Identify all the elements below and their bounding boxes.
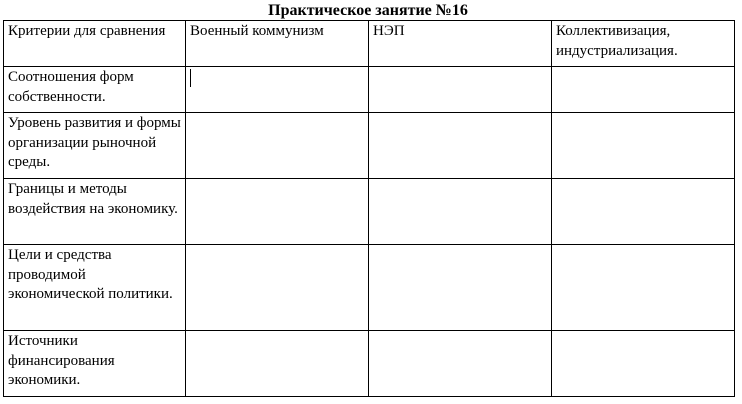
table-cell[interactable] [369, 67, 552, 113]
header-cell-criteria[interactable]: Критерии для сравнения [4, 21, 186, 67]
text-cursor [190, 69, 191, 87]
table-cell[interactable] [552, 67, 735, 113]
criteria-cell[interactable]: Границы и методы воздействия на экономику. [4, 179, 186, 245]
table-row [4, 67, 735, 113]
table-cell[interactable] [369, 245, 552, 331]
table-header-row [4, 21, 735, 67]
header-cell-nep[interactable]: НЭП [369, 21, 552, 67]
table-cell[interactable] [552, 179, 735, 245]
table-cell[interactable] [369, 113, 552, 179]
comparison-table [3, 20, 735, 397]
table-row [4, 113, 735, 179]
table-cell[interactable] [186, 113, 369, 179]
criteria-cell[interactable]: Цели и средства проводимой экономической политики. [4, 245, 186, 331]
criteria-cell[interactable]: Соотношения форм собственности. [4, 67, 186, 113]
table-cell[interactable] [552, 331, 735, 397]
table-row [4, 245, 735, 331]
criteria-cell[interactable]: Уровень развития и формы организации рыночной среды. [4, 113, 186, 179]
criteria-cell[interactable]: Источники финансирования экономики. [4, 331, 186, 397]
table-cell[interactable] [186, 331, 369, 397]
table-cell[interactable] [552, 245, 735, 331]
table-cell[interactable] [186, 179, 369, 245]
table-cell[interactable] [369, 179, 552, 245]
page-title: Практическое занятие №16 [268, 2, 468, 19]
header-cell-war-communism[interactable]: Военный коммунизм [186, 21, 369, 67]
header-cell-collectivization[interactable]: Коллективизация, индустриализация. [552, 21, 735, 67]
table-row [4, 179, 735, 245]
table-cell[interactable] [552, 113, 735, 179]
table-cell[interactable] [186, 67, 369, 113]
table-cell[interactable] [186, 245, 369, 331]
table-row [4, 331, 735, 397]
table-cell[interactable] [369, 331, 552, 397]
